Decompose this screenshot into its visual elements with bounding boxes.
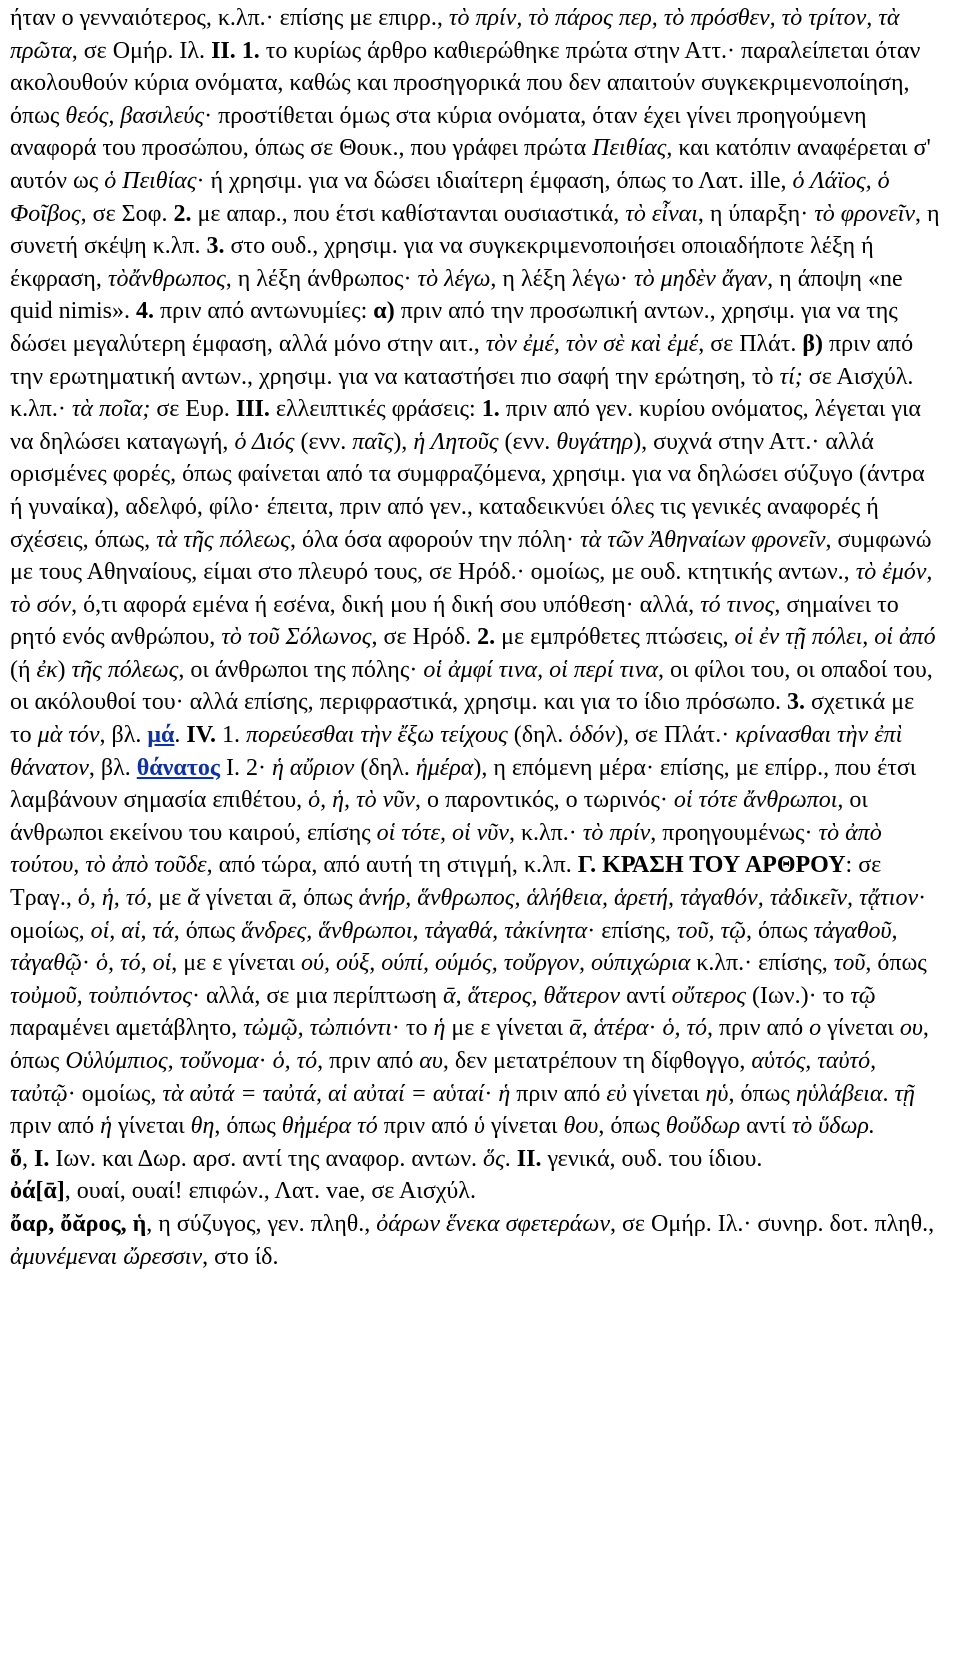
definition-text: (Ιων.)· το — [745, 982, 851, 1009]
bold-marker: ὅ — [10, 1145, 22, 1172]
greek-example: αυ — [419, 1048, 443, 1074]
definition-text: , προηγουμένως· — [650, 819, 819, 846]
definition-text: · προστίθεται όμως στα κύρια ονόματα, όταν έχει γίνει προηγούμενη αναφορά του προσώπου, όπως σε Θουκ., που γράφει πρώτα — [10, 102, 867, 162]
definition-text: , όπως — [291, 885, 359, 912]
definition-text: , ό,τι αφορά εμένα ή εσένα, δική μου ή δική σου υπόθεση· αλλά, — [71, 591, 701, 618]
greek-example: θου — [563, 1113, 599, 1140]
greek-example: κρίνασθαι τὴν ἐπὶ θάνατον — [10, 722, 903, 781]
definition-text: , ουαί, ουαί! επιφών., Λατ. vae, σε Αισχύλ. — [64, 1178, 476, 1205]
bold-marker: 2. — [477, 624, 496, 651]
definition-text: ήταν ο γενναιότερος, κ.λπ.· επίσης με επιρρ., — [10, 5, 449, 31]
definition-text: , με — [146, 885, 188, 912]
greek-example: ηὑ — [705, 1080, 729, 1107]
entry-ho-relative — [10, 1143, 940, 1176]
greek-example: ἅτερος, θἄτερον — [467, 982, 621, 1009]
definition-text: παραμένει αμετάβλητο, — [10, 1015, 244, 1042]
greek-example: οἱ τότε ἄνθρωποι — [673, 787, 838, 814]
greek-example: τοὐμοῦ, τοὐπιόντος — [10, 982, 192, 1009]
definition-text: , η λέξη άνθρωπος· — [225, 265, 418, 292]
greek-example: ὁδόν — [569, 722, 616, 749]
definition-text: , όπως — [598, 1113, 666, 1140]
greek-example: οἱ ἐν τῇ πόλει, οἱ ἀπό — [734, 624, 936, 651]
definition-text: · — [81, 950, 96, 977]
definition-text: · — [258, 1048, 273, 1074]
bold-marker: 1. — [241, 37, 260, 64]
definition-text: , σε Πλάτ. — [698, 330, 803, 357]
definition-text: πριν από αντωνυμίες: — [154, 298, 374, 325]
greek-example: ὁ, τό, οἱ — [95, 950, 172, 977]
greek-example: θοὔδωρ — [665, 1113, 741, 1140]
definition-text: , σε Ομήρ. Ιλ. — [71, 37, 212, 64]
greek-example: τοῦ — [833, 950, 866, 977]
definition-text: ), η επόμενη μέρα· επίσης, με επίρρ., που έτσι λαμβάνουν σημασία επιθέτου, — [10, 754, 917, 814]
bold-marker: II. — [211, 37, 236, 64]
greek-example: ὁ Διός — [234, 428, 295, 455]
greek-example: τὰ ποῖα; — [71, 396, 151, 423]
definition-text: με εμπρόθετες πτώσεις, — [495, 624, 735, 651]
bold-marker: 1. — [481, 396, 500, 423]
definition-text: , σημαίνει το ρητό ενός ανθρώπου, — [10, 591, 899, 651]
definition-text: , βλ. — [88, 754, 137, 781]
greek-example: ού, ούξ, ούπί, ούμός, τοὔργον, ούπιχώρια — [300, 950, 691, 977]
greek-example: τὰ αὐτά = ταὐτά, αἱ αὐταί = αὑταί — [162, 1080, 485, 1107]
definition-text: , η λέξη λέγω· — [490, 265, 635, 292]
definition-text: , — [22, 1145, 34, 1172]
definition-text: , κ.λπ.· — [508, 819, 583, 846]
link-ma[interactable]: μά — [147, 722, 175, 749]
greek-example: ᾱ — [569, 1015, 582, 1042]
definition-text: πριν από την προσωπική αντων., χρησιμ. για να της δώσει μεγαλύτερη έμφαση, αλλά μόνο στην αιτ., — [10, 298, 898, 357]
definition-text: (δηλ. — [507, 722, 570, 749]
definition-text: , σε Σοφ. — [80, 200, 174, 227]
greek-example: Πειθίας — [592, 135, 667, 162]
greek-example: ηὑλάβεια — [795, 1080, 883, 1107]
definition-text: · ή χρησιμ. για να δώσει ιδιαίτερη έμφαση, όπως το Λατ. ille, — [196, 167, 793, 194]
bold-marker: 3. — [787, 689, 805, 716]
greek-example: τὸ μηδὲν ἄγαν — [634, 265, 768, 292]
bold-marker: II. — [516, 1145, 542, 1172]
greek-example: ο — [809, 1015, 822, 1042]
entry-article-continued — [10, 2, 940, 1143]
definition-text: , — [581, 1015, 594, 1042]
definition-text: γενικά, ουδ. του ίδιου. — [541, 1145, 763, 1172]
definition-text: Ιων. και Δωρ. αρσ. αντί της αναφορ. αντων. — [49, 1145, 484, 1172]
greek-example: ὑ — [473, 1113, 485, 1140]
greek-example: ὁ, τό — [272, 1048, 318, 1074]
greek-example: τό — [357, 1113, 378, 1140]
definition-text: σε Ευρ. — [150, 396, 236, 423]
definition-text: στο ουδ., χρησιμ. για να συγκεκριμενοποιήσει οποιαδήποτε λέξη ή έκφραση, — [10, 233, 874, 292]
definition-text: γίνεται — [821, 1015, 900, 1042]
definition-text: · — [484, 1080, 499, 1107]
greek-example: τῇ — [894, 1080, 915, 1107]
greek-example: ὁ, τό — [662, 1015, 708, 1042]
greek-example: οἱ, αἱ, τά — [90, 917, 174, 944]
definition-text: , πριν από — [707, 1015, 810, 1042]
definition-text: · επίσης, — [587, 917, 677, 944]
definition-text: , όπως — [10, 1015, 929, 1074]
greek-example: ἡμέρα — [415, 754, 474, 781]
greek-example: ἡ αὔριον — [271, 754, 355, 781]
bold-marker: I. — [34, 1145, 50, 1172]
definition-text: σχετικά με το — [10, 689, 915, 749]
definition-text: (ενν. — [498, 428, 557, 455]
definition-text: I. 2· — [219, 754, 272, 781]
definition-text: : σε Τραγ., — [10, 852, 882, 912]
greek-example: θη — [190, 1113, 215, 1140]
greek-example: θεός, βασιλεύς — [65, 102, 205, 129]
greek-example: οἱ τότε, οἱ νῦν — [376, 819, 509, 846]
definition-text: , στο ίδ. — [202, 1243, 279, 1270]
definition-text: · ομοίως, — [10, 885, 927, 944]
greek-example: τἀγαθοῦ, τἀγαθῷ — [10, 917, 898, 977]
greek-example: τὸν ἐμέ, τὸν σὲ καὶ ἐμέ — [485, 330, 699, 357]
greek-example: τό τινος — [700, 591, 775, 618]
bold-marker: 2. — [173, 200, 192, 227]
greek-example: ἡ Λητοῦς — [413, 428, 499, 455]
greek-example: τὸ ὕδωρ. — [791, 1113, 875, 1140]
definition-text: πριν από γεν. κυρίου ονόματος, λέγεται για να δηλώσει καταγωγή, — [10, 396, 921, 455]
greek-example: τὰ τῶν Ἀθηναίων φρονεῖν — [580, 526, 826, 553]
greek-example: ἁτέρα — [593, 1015, 649, 1042]
greek-example: τὸ λέγω — [417, 265, 491, 292]
greek-example: ὁ, ἡ, τό — [77, 885, 147, 912]
greek-example: ᾱ — [442, 982, 456, 1009]
greek-example: ὁ Λάϊος, ὁ Φοῖβος — [10, 167, 890, 227]
greek-example: Οὑλύμπιος, τοὔνομα — [65, 1048, 259, 1074]
definition-text: γίνεται — [112, 1113, 191, 1140]
greek-example: ᾰ — [187, 885, 200, 912]
definition-text: αντί — [740, 1113, 792, 1140]
greek-example: τὸ πρίν — [582, 819, 651, 846]
definition-text: , όπως — [865, 950, 927, 977]
greek-example: παῖς — [352, 428, 394, 455]
definition-text: , όλα όσα αφορούν την πόλη· — [290, 526, 581, 553]
definition-text: , όπως — [728, 1080, 796, 1107]
greek-example: ἀμυνέμεναι ὤρεσσιν — [10, 1243, 203, 1270]
definition-text: πριν από την ερωτηματική αντων., χρησιμ. για να καταστήσει πιο σαφή την ερώτηση, τὸ — [10, 330, 914, 390]
definition-text: · — [648, 1015, 663, 1042]
definition-text: πριν από — [10, 1113, 101, 1140]
greek-example: τὸ πρίν, τὸ πάρος περ, τὸ πρόσθεν, τὸ τρίτον, τὰ πρῶτα — [10, 5, 900, 64]
greek-example: ὁ, ἡ, τὸ νῦν — [308, 787, 415, 814]
definition-text: (ενν. — [294, 428, 353, 455]
greek-example: ὀάρων ἕνεκα σφετεράων — [376, 1210, 610, 1237]
definition-text: , η ύπαρξη· — [697, 200, 815, 227]
entry-oa — [10, 1175, 940, 1208]
definition-text: , η άποψη «ne quid nimis». — [10, 265, 903, 325]
greek-example: τοῦ, τῷ — [676, 917, 747, 944]
definition-text: , οι άνθρωποι εκείνου του καιρού, επίσης — [10, 787, 868, 846]
definition-text: , και κατόπιν αναφέρεται σ' αυτόν ως — [10, 135, 931, 194]
definition-text: (ή — [10, 656, 37, 683]
greek-example: οἱ ἀμφί τινα, οἱ περί τινα — [423, 656, 658, 683]
definition-text: , οι φίλοι του, οι οπαδοί του, οι ακόλουθοί του· αλλά επίσης, περιφραστικά, χρησιμ. και για το ίδιο πρόσωπο. — [10, 656, 933, 716]
definition-text: · το — [391, 1015, 434, 1042]
greek-example: τὸ εἶναι — [625, 200, 698, 227]
greek-example: τὸ ἀπὸ τούτου, τὸ ἀπὸ τοῦδε — [10, 819, 882, 879]
bold-marker: 3. — [206, 233, 225, 260]
bold-marker: Γ. ΚΡΑΣΗ ΤΟΥ ΑΡΘΡΟΥ — [577, 852, 846, 879]
bold-marker: α) — [373, 298, 395, 325]
greek-example: μὰ τόν — [37, 722, 100, 749]
greek-example: τί; — [779, 363, 803, 390]
greek-example: ὅς — [483, 1145, 505, 1172]
greek-example: ἁνήρ, ἅνθρωπος, ἁλήθεια, ἁρετή, τἀγαθόν, τἀδικεῖν, τᾄτιον — [358, 885, 919, 912]
definition-text: ) — [57, 656, 72, 683]
definition-text: ), συχνά στην Αττ.· αλλά ορισμένες φορές, όπως φαίνεται από τα συμφραζόμενα, χρησιμ. για να δηλώσει σύζυγο (άντρα ή γυναίκα), αδελφό, φίλο· έπειτα, πριν από γεν., καταδεικνύει όλες τις γενικές αναφορές ή σχέσεις, όπως, — [10, 428, 925, 553]
definition-text: ), σε Πλάτ.· — [615, 722, 736, 749]
definition-text: , οι άνθρωποι της πόλης· — [178, 656, 424, 683]
definition-text: , όπως — [214, 1113, 282, 1140]
bold-marker: III. — [235, 396, 270, 423]
greek-example: ἐκ — [36, 656, 58, 683]
entry-oar — [10, 1208, 940, 1273]
definition-text: , από τώρα, από αυτή τη στιγμή, κ.λπ. — [206, 852, 578, 879]
definition-text: , η συνετή σκέψη κ.λπ. — [10, 200, 940, 260]
bold-marker: ὀά[ᾱ] — [10, 1178, 65, 1205]
definition-text: , συμφωνώ με τους Αθηναίους, είμαι στο πλευρό τους, σε Ηρόδ.· ομοίως, με ουδ. κτητικής αντων., — [10, 526, 932, 586]
definition-text: , όπως — [173, 917, 242, 944]
definition-text: , σε Ομήρ. Ιλ.· συνηρ. δοτ. πληθ., — [609, 1210, 935, 1237]
link-thanatos[interactable]: θάνατος — [136, 754, 220, 781]
greek-example: τὸἄνθρωπος — [107, 265, 226, 292]
bold-marker: β) — [802, 330, 824, 357]
definition-text: · ομοίως, — [67, 1080, 163, 1107]
definition-text: γίνεται — [484, 1113, 564, 1140]
greek-example: τὰ τῆς πόλεως — [156, 526, 291, 553]
bold-marker: 4. — [136, 298, 155, 325]
definition-text: κ.λπ.· επίσης, — [690, 950, 834, 977]
greek-example: τὸ φρονεῖν — [814, 200, 916, 227]
greek-example: τὸ ἐμόν, τὸ σόν — [10, 559, 933, 618]
definition-text: με απαρ., που έτσι καθίστανται ουσιαστικά, — [191, 200, 626, 227]
definition-text: με ε γίνεται — [445, 1015, 570, 1042]
definition-text: ), — [393, 428, 414, 455]
definition-text: , — [455, 982, 468, 1009]
greek-example: ὁ Πειθίας — [104, 167, 197, 194]
definition-text: σε Αισχύλ. κ.λπ.· — [10, 363, 914, 423]
definition-text: πριν από — [510, 1080, 607, 1107]
definition-text: , η σύζυγος, γεν. πληθ., — [146, 1210, 377, 1237]
greek-example: ἅνδρες, ἅνθρωποι, τἀγαθά, τἀκίνητα — [241, 917, 588, 944]
greek-example: θυγάτηρ — [556, 428, 634, 455]
definition-text: γίνεται — [199, 885, 279, 912]
definition-text: . — [174, 722, 187, 749]
greek-example: θἠμέρα — [281, 1113, 352, 1140]
definition-text: πριν από — [377, 1113, 474, 1140]
definition-text: , δεν μετατρέπουν τη δίφθογγο, — [442, 1048, 752, 1074]
definition-text: , σε Ηρόδ. — [371, 624, 478, 651]
greek-example: αὑτός, ταὐτό, ταὐτῷ — [10, 1048, 877, 1107]
greek-example: ἡ — [498, 1080, 511, 1107]
greek-example: τῷ — [850, 982, 876, 1009]
definition-text: , ο παροντικός, ο τωρινός· — [414, 787, 674, 814]
definition-text: · αλλά, σε μια περίπτωση — [191, 982, 443, 1009]
definition-text: γίνεται — [626, 1080, 706, 1107]
greek-example: οὔτερος — [671, 982, 746, 1009]
greek-example: τὸ τοῦ Σόλωνος — [221, 624, 372, 651]
greek-example: τὠμῷ, τὠπιόντι — [243, 1015, 392, 1042]
definition-text: (δηλ. — [354, 754, 416, 781]
definition-text: ελλειπτικές φράσεις: — [269, 396, 482, 423]
definition-text: αντί — [620, 982, 672, 1009]
bold-marker: IV. — [186, 722, 216, 749]
definition-text: , πριν από — [317, 1048, 420, 1074]
greek-example: ἡ — [433, 1015, 446, 1042]
definition-text: . — [504, 1145, 517, 1172]
definition-text: το κυρίως άρθρο καθιερώθηκε πρώτα στην Αττ.· παραλείπεται όταν ακολουθούν κύρια ονόματα, καθώς και προσηγορικά που δεν απαιτούν συγκεκριμενοποίηση, όπως — [10, 37, 921, 129]
definition-text: , βλ. — [99, 722, 148, 749]
definition-text: . — [882, 1080, 895, 1107]
greek-example: τῆς πόλεως — [71, 656, 179, 683]
greek-example: ᾱ — [278, 885, 292, 912]
greek-example: πορεύεσθαι τὴν ἔξω τείχους — [245, 722, 508, 749]
definition-text: 1. — [215, 722, 246, 749]
greek-example: ου — [899, 1015, 923, 1042]
bold-marker: ὄαρ, ὄᾰρος, ἡ — [10, 1210, 147, 1237]
greek-example: ἡ — [100, 1113, 112, 1140]
definition-text: , όπως — [746, 917, 814, 944]
greek-example: εὐ — [606, 1080, 627, 1107]
definition-text: , με ε γίνεται — [171, 950, 301, 977]
